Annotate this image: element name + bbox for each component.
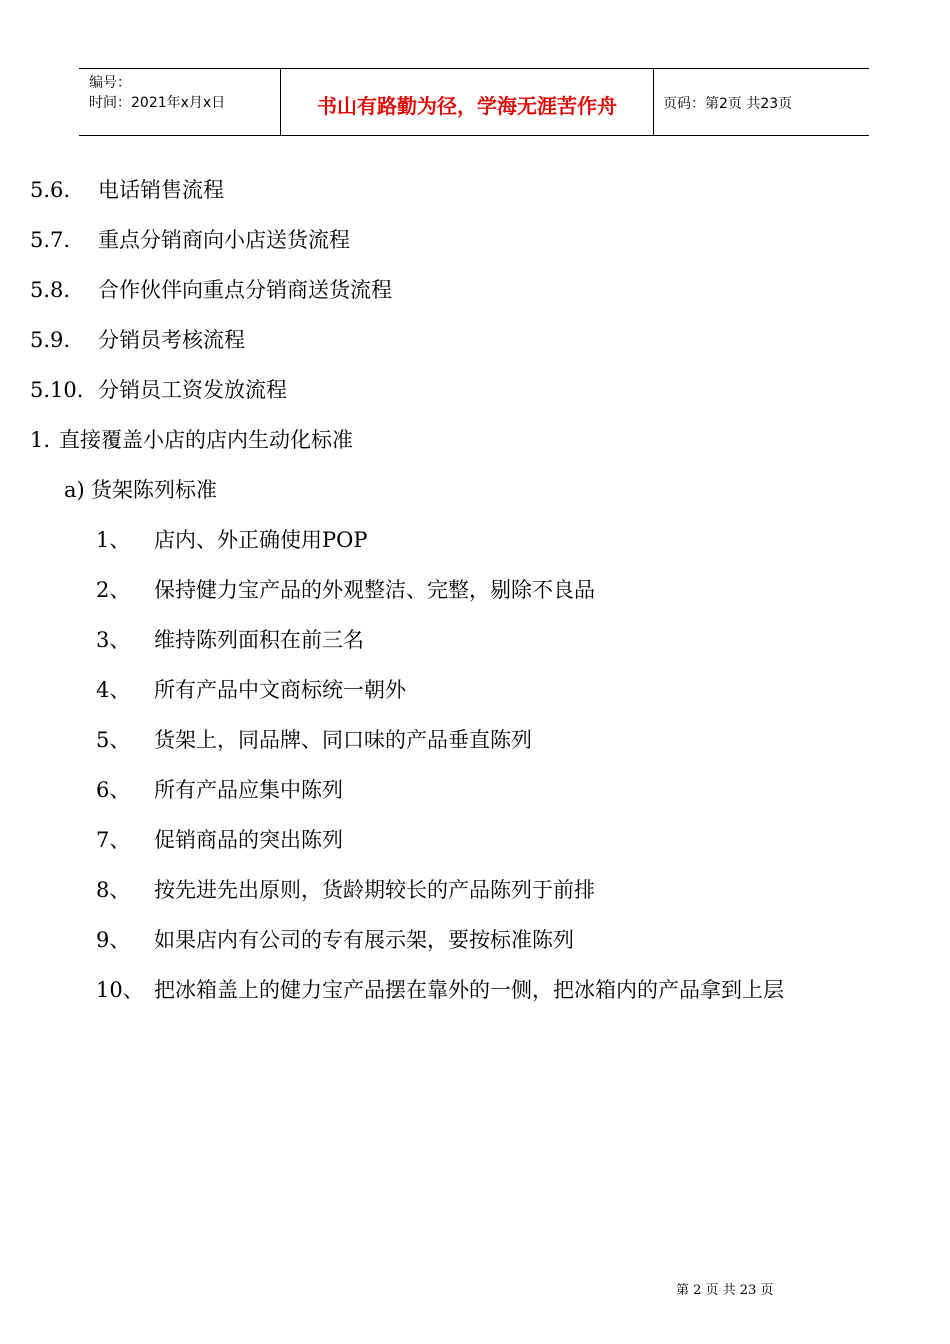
section-number: 5.7. — [30, 228, 71, 252]
item-text: 维持陈列面积在前三名 — [154, 628, 364, 652]
item-number: 2、 — [96, 578, 131, 602]
item-number: 1、 — [96, 528, 131, 552]
item-text: 把冰箱盖上的健力宝产品摆在靠外的一侧，把冰箱内的产品拿到上层 — [154, 978, 784, 1002]
item-number: 4、 — [96, 678, 131, 702]
section-number: 5.10. — [30, 378, 84, 402]
item-number: 5、 — [96, 728, 131, 752]
serial-label: 编号： — [89, 75, 131, 91]
header-meta — [79, 69, 281, 135]
page-header — [79, 68, 869, 136]
heading-text: 直接覆盖小店的店内生动化标准 — [59, 428, 353, 452]
subheading-number: a) — [64, 478, 85, 502]
heading-number: 1. — [30, 428, 51, 452]
item-text: 促销商品的突出陈列 — [154, 828, 343, 852]
section-text: 合作伙伴向重点分销商送货流程 — [98, 278, 392, 302]
time-label: 时间：2021年x月x日 — [89, 95, 226, 111]
section-text: 分销员工资发放流程 — [98, 378, 287, 402]
item-number: 8、 — [96, 878, 131, 902]
item-text: 保持健力宝产品的外观整洁、完整，剔除不良品 — [154, 578, 595, 602]
item-number: 6、 — [96, 778, 131, 802]
section-text: 电话销售流程 — [98, 178, 224, 202]
item-text: 所有产品中文商标统一朝外 — [154, 678, 406, 702]
subheading-text: 货架陈列标准 — [91, 478, 217, 502]
section-number: 5.9. — [30, 328, 71, 352]
item-number: 7、 — [96, 828, 131, 852]
item-text: 如果店内有公司的专有展示架，要按标准陈列 — [154, 928, 574, 952]
item-text: 按先进先出原则，货龄期较长的产品陈列于前排 — [154, 878, 595, 902]
header-page-info: 页码：第2页 共23页 — [663, 96, 793, 112]
item-number: 3、 — [96, 628, 131, 652]
item-text: 所有产品应集中陈列 — [154, 778, 343, 802]
item-number: 10、 — [96, 978, 144, 1002]
item-text: 店内、外正确使用POP — [154, 528, 368, 552]
item-text: 货架上，同品牌、同口味的产品垂直陈列 — [154, 728, 532, 752]
section-number: 5.8. — [30, 278, 71, 302]
section-number: 5.6. — [30, 178, 71, 202]
section-text: 分销员考核流程 — [98, 328, 245, 352]
section-text: 重点分销商向小店送货流程 — [98, 228, 350, 252]
item-number: 9、 — [96, 928, 131, 952]
header-motto: 书山有路勤为径，学海无涯苦作舟 — [281, 69, 654, 135]
page-footer: 第 2 页 共 23 页 — [676, 1283, 774, 1298]
